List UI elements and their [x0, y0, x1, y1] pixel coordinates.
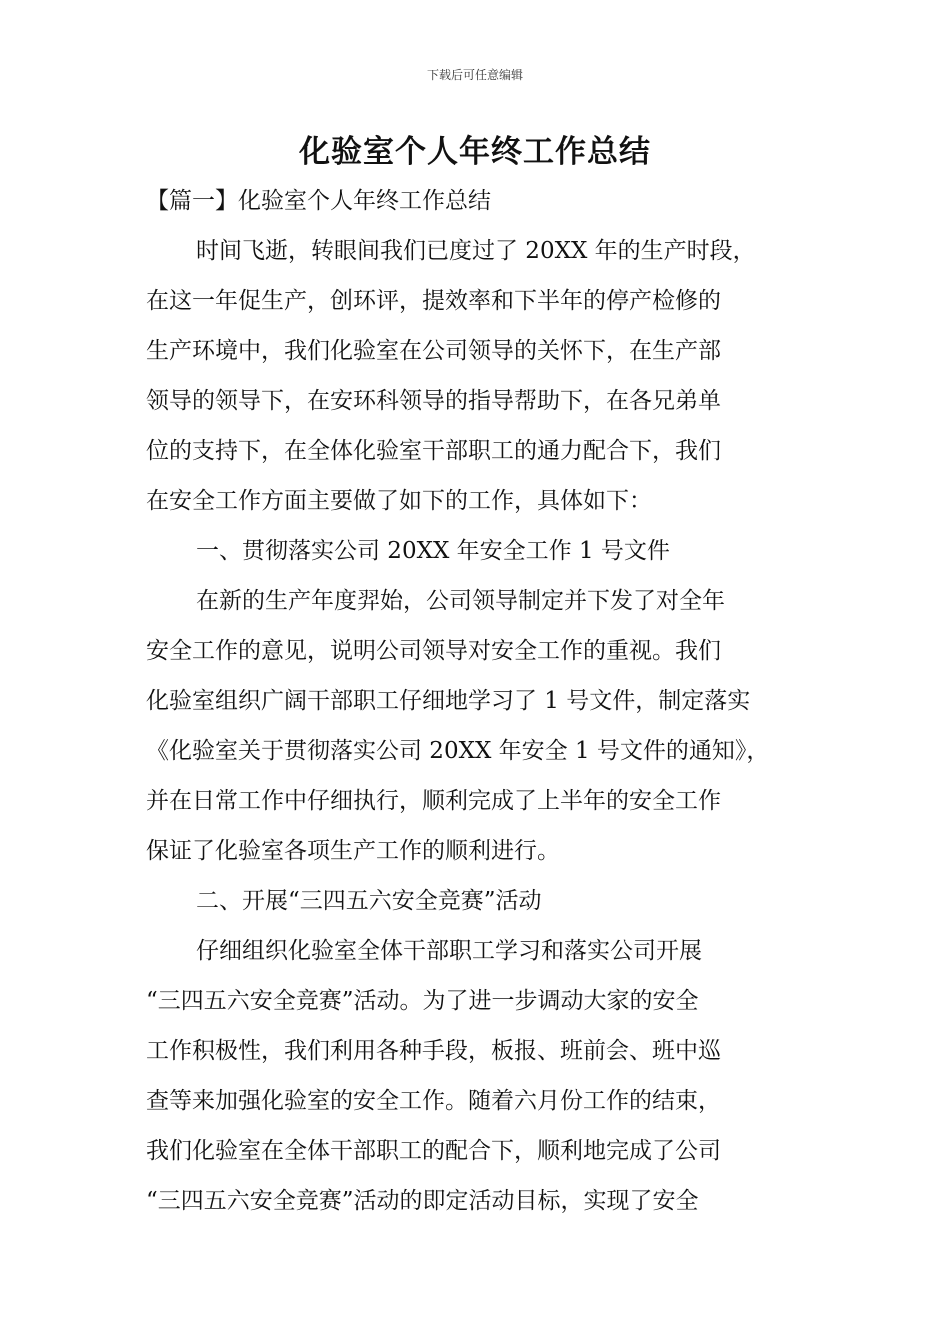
text-line: 并在日常工作中仔细执行，顺利完成了上半年的安全工作 [146, 788, 721, 814]
text-line: 《化验室关于贯彻落实公司 20XX 年安全 1 号文件的通知》， [146, 738, 770, 764]
text-line: 工作积极性，我们利用各种手段，板报、班前会、班中巡 [146, 1038, 721, 1064]
document-body [146, 176, 806, 1226]
text-line: 仔细组织化验室全体干部职工学习和落实公司开展 [196, 938, 702, 964]
text-line: 查等来加强化验室的安全工作。随着六月份工作的结束， [146, 1088, 721, 1114]
text-line: 位的支持下，在全体化验室干部职工的通力配合下，我们 [146, 438, 721, 464]
text-line: 安全工作的意见，说明公司领导对安全工作的重视。我们 [146, 638, 721, 664]
text-line: 我们化验室在全体干部职工的配合下，顺利地完成了公司 [146, 1138, 721, 1164]
text-line: 【篇一】化验室个人年终工作总结 [146, 188, 491, 214]
text-line: 时间飞逝，转眼间我们已度过了 20XX 年的生产时段， [196, 238, 756, 264]
header-note: 下载后可任意编辑 [426, 68, 523, 82]
text-line: 二、开展“三四五六安全竞赛”活动 [196, 888, 542, 914]
text-line: 一、贯彻落实公司 20XX 年安全工作 1 号文件 [196, 538, 670, 564]
text-line: 生产环境中，我们化验室在公司领导的关怀下，在生产部 [146, 338, 721, 364]
text-line: 在新的生产年度羿始，公司领导制定并下发了对全年 [196, 588, 725, 614]
text-line: 保证了化验室各项生产工作的顺利进行。 [146, 838, 560, 864]
text-line: “三四五六安全竞赛”活动的即定活动目标，实现了安全 [146, 1188, 699, 1214]
document-title: 化验室个人年终工作总结 [299, 134, 651, 170]
text-line: 在这一年促生产，创环评，提效率和下半年的停产检修的 [146, 288, 721, 314]
text-line: 在安全工作方面主要做了如下的工作，具体如下： [146, 488, 652, 514]
text-line: 领导的领导下，在安环科领导的指导帮助下，在各兄弟单 [146, 388, 721, 414]
text-line: 化验室组织广阔干部职工仔细地学习了 1 号文件，制定落实 [146, 688, 751, 714]
text-line: “三四五六安全竞赛”活动。为了进一步调动大家的安全 [146, 988, 699, 1014]
